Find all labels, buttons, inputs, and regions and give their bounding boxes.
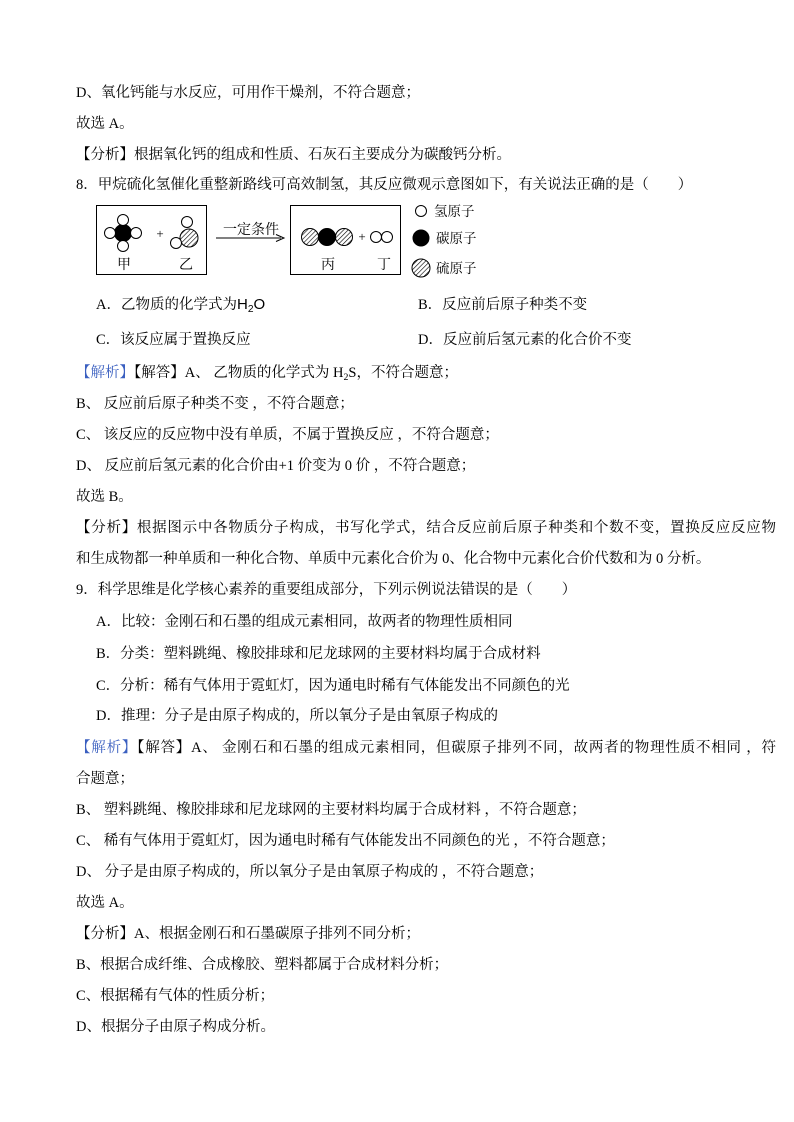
q9-solution-a-text: A、 金刚石和石墨的组成元素相同，但碳原子排列不同，故两者的物理性质不相同 ，符 [191,740,777,756]
q8-solution-c: C、 该反应的反应物中没有单质，不属于置换反应 ，不符合题意； [76,427,499,443]
q9-option-d: D．推理：分子是由原子构成的，所以氧分子是由氧原子构成的 [96,708,498,724]
formula-h: H [332,365,344,381]
q7-analysis: 【分析】根据氧化钙的组成和性质、石灰石主要成分为碳酸钙分析。 [76,147,511,163]
q9-option-a: A．比较：金刚石和石墨的组成元素相同，故两者的物理性质相同 [96,614,513,630]
h2o-formula [237,296,265,313]
reaction-micro-diagram [90,198,490,286]
hydrogen-atom [105,228,116,239]
legend-label-hydrogen: 氢原子 [434,204,475,219]
legend-label-carbon: 碳原子 [436,231,477,246]
atom-legend [412,204,477,277]
q9-solution-a-line-1 [76,738,776,758]
hatched-circle-icon [412,259,430,277]
label-ding: 丁 [377,258,391,273]
q8-solution-b: B、 反应前后原子种类不变 ，不符合题意； [76,396,354,412]
q8-option-c: C．该反应属于置换反应 [96,332,251,348]
q9-solution-b: B、 塑料跳绳、橡胶排球和尼龙球网的主要材料均属于合成材料 ，不符合题意； [76,802,586,818]
sulfur-atom [180,229,198,247]
hydrogen-atom [131,228,142,239]
q9-solution-a-line-2: 合题意； [76,771,134,787]
q8-option-d: D．反应前后氢元素的化合价不变 [418,332,632,348]
jieda-tag: 【解答】 [137,740,192,756]
formula-h: H [236,296,248,313]
label-yi: 乙 [179,258,193,273]
q9-stem: 9．科学思维是化学核心素养的重要组成部分，下列示例说法错误的是（ ） [76,582,577,598]
q8-option-a [96,295,265,315]
plus-sign: + [156,226,164,241]
legend-label-sulfur: 硫原子 [436,261,477,276]
q7-option-d-explanation: D、氧化钙能与水反应，可用作干燥剂，不符合题意； [76,85,420,101]
q9-solution-d: D、 分子是由原子构成的，所以氧分子是由氧原子构成的 ，不符合题意； [76,864,544,880]
q8-solution-a-tail: ，不符合题意； [356,365,458,381]
q8-solution-a [76,363,458,383]
hydrogen-atom [171,238,182,249]
molecule-jia [105,215,142,252]
carbon-atom [115,225,132,242]
reaction-condition: 一定条件 [223,223,279,238]
label-jia: 甲 [117,258,131,273]
q8-option-b: B．反应前后原子种类不变 [418,297,588,313]
q9-solution-c: C、 稀有气体用于霓虹灯，因为通电时稀有气体能发出不同颜色的光 ，不符合题意； [76,833,615,849]
jiexi-tag: 【解析】 [76,365,134,381]
h2s-formula [333,365,356,381]
molecule-ding [371,232,393,243]
formula-s: S [348,365,357,381]
q9-analysis-line-4: D、根据分子由原子构成分析。 [76,1019,275,1035]
hydrogen-atom [182,217,193,228]
q7-answer: 故选 A。 [76,116,134,132]
hydrogen-atom [118,241,129,252]
q9-analysis-line-1: 【分析】A、根据金刚石和石墨碳原子排列不同分析； [76,926,420,942]
q9-answer: 故选 A。 [76,895,134,911]
filled-circle-icon [413,230,429,246]
jiexi-tag: 【解析】 [76,740,138,756]
q8-answer: 故选 B。 [76,489,133,505]
carbon-atom [319,229,336,246]
q8-solution-d: D、 反应前后氢元素的化合价由+1 价变为 0 价 ，不符合题意； [76,458,476,474]
q9-analysis-line-2: B、根据合成纤维、合成橡胶、塑料都属于合成材料分析； [76,957,449,973]
q9-analysis-line-3: C、根据稀有气体的性质分析； [76,988,275,1004]
formula-o: O [253,296,266,313]
hydrogen-atom [118,215,129,226]
plus-sign: + [358,229,366,244]
formula-subscript: 2 [343,371,349,383]
q9-option-b: B．分类：塑料跳绳、橡胶排球和尼龙球网的主要材料均属于合成材料 [96,646,541,662]
q8-stem: 8．甲烷硫化氢催化重整新路线可高效制氢，其反应微观示意图如下，有关说法正确的是（ ） [76,177,693,193]
hydrogen-atom [382,232,393,243]
label-bing: 丙 [321,258,335,273]
q8-option-a-text: A．乙物质的化学式为 [96,297,237,313]
q8-analysis-line-1: 【分析】根据图示中各物质分子构成，书写化学式，结合反应前后原子种类和个数不变，置换反应反应物 [76,520,776,536]
q9-option-c: C．分析：稀有气体用于霓虹灯，因为通电时稀有气体能发出不同颜色的光 [96,678,570,694]
q8-analysis-line-2: 和生成物都一种单质和一种化合物、单质中元素化合价为 0、化合物中元素化合价代数和为 0 分析。 [76,551,711,567]
molecule-bing [302,229,353,246]
hydrogen-atom [371,232,382,243]
sulfur-atom [302,229,319,246]
formula-subscript: 2 [247,303,254,315]
sulfur-atom [336,229,353,246]
hollow-circle-icon [416,206,427,217]
jieda-tag: 【解答】 [134,365,185,381]
q8-solution-a-text: A、 乙物质的化学式为 [184,365,333,381]
molecule-yi [171,217,199,249]
